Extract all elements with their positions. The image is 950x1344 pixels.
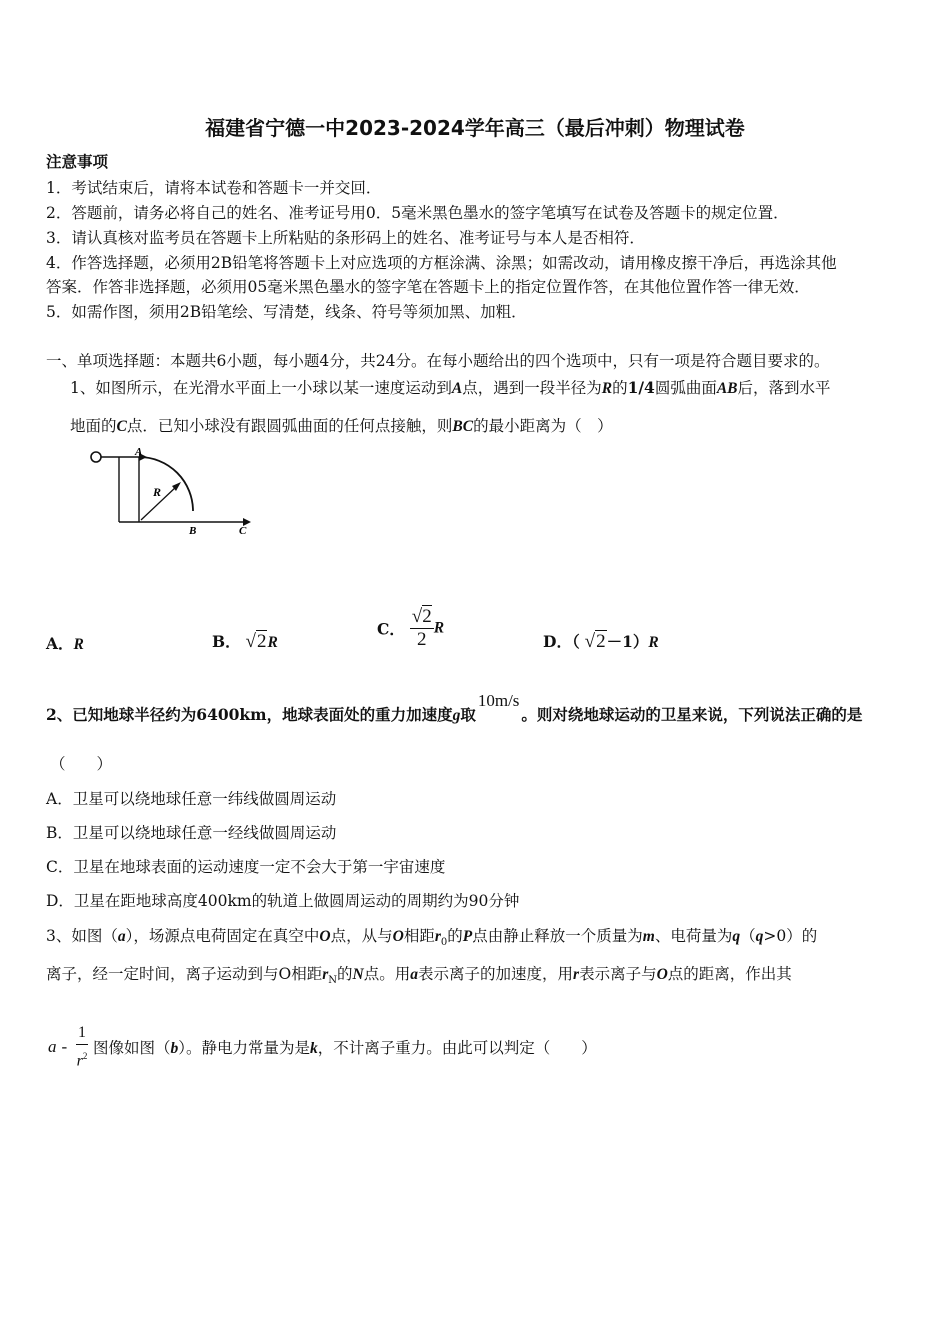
q1-option-a[interactable]: A．R: [46, 634, 84, 653]
q1-option-c[interactable]: C． $\frac{√2}{2}$ R: [377, 606, 445, 650]
notice-item: 2．答题前，请务必将自己的姓名、准考证号用0．5毫米黑色墨水的签字笔填写在试卷及答题卡的规定位置．: [46, 204, 789, 222]
notice-item: 3．请认真核对监考员在答题卡上所粘贴的条形码上的姓名、准考证号与本人是否相符．: [46, 229, 645, 247]
notice-item: 5．如需作图，须用2B铅笔绘、写清楚，线条、符号等须加黑、加粗．: [46, 303, 527, 321]
label-A: A: [135, 446, 143, 458]
label-R: R: [153, 485, 162, 499]
q1-figure: [85, 444, 265, 540]
q1-stem-line2: 地面的C点．已知小球没有跟圆弧曲面的任何点接触，则BC的最小距离为（ ）: [70, 417, 613, 435]
notice-item: 4．作答选择题，必须用2B铅笔将答题卡上对应选项的方框涂满、涂黑；如需改动，请用橡皮擦干净后，再选涂其他: [46, 254, 837, 272]
q2-option-b[interactable]: B．卫星可以绕地球任意一经线做圆周运动: [46, 824, 337, 842]
q2-option-a[interactable]: A．卫星可以绕地球任意一纬线做圆周运动: [46, 790, 337, 808]
q2-stem: 2、已知地球半径约为6400km，地球表面处的重力加速度g取10m/s。则对绕地球运动的卫星来说，下列说法正确的是: [46, 691, 863, 724]
q3-stem-line1: 3、如图（a），场源点电荷固定在真空中O点，从与O相距$r_0$的P点由静止释放一个质量为m、电荷量为q（q>0）的: [46, 927, 818, 949]
q1-stem-line1: 1、如图所示，在光滑水平面上一小球以某一速度运动到A点，遇到一段半径为R的1/4圆弧曲面AB后，落到水平: [70, 378, 831, 397]
q3-stem-line3: a - $\frac{1}{r^2}$ 图像如图（b）。静电力常量为是k，不计离子重力。由此可以判定（ ）: [48, 1024, 597, 1070]
label-B: B: [189, 525, 197, 537]
q2-option-d[interactable]: D．卫星在距地球高度400km的轨道上做圆周运动的周期约为90分钟: [46, 892, 520, 910]
q2-paren: （ ）: [50, 755, 113, 773]
q3-stem-line2: 离子，经一定时间，离子运动到与O相距$r_N$的N点。用a表示离子的加速度，用r表示离子与O点的距离，作出其: [46, 965, 792, 987]
page-title: 福建省宁德一中2023-2024学年高三（最后冲刺）物理试卷: [205, 116, 745, 140]
label-C: C: [239, 525, 247, 537]
q1-option-d[interactable]: D．（ √2－1）R: [543, 631, 659, 652]
q2-option-c[interactable]: C．卫星在地球表面的运动速度一定不会大于第一宇宙速度: [46, 858, 446, 876]
notice-heading: 注意事项: [46, 152, 109, 171]
notice-item: 答案．作答非选择题，必须用05毫米黑色墨水的签字笔在答题卡上的指定位置作答，在其他位置作答一律无效．: [46, 278, 810, 296]
ball-icon: [91, 452, 101, 462]
q1-option-b[interactable]: B． √2R: [212, 631, 278, 652]
arc-surface: [139, 457, 193, 511]
notice-item: 1．考试结束后，请将本试卷和答题卡一并交回．: [46, 179, 382, 197]
section-heading: 一、单项选择题：本题共6小题，每小题4分，共24分。在每小题给出的四个选项中，只有一项是符合题目要求的。: [46, 352, 830, 370]
